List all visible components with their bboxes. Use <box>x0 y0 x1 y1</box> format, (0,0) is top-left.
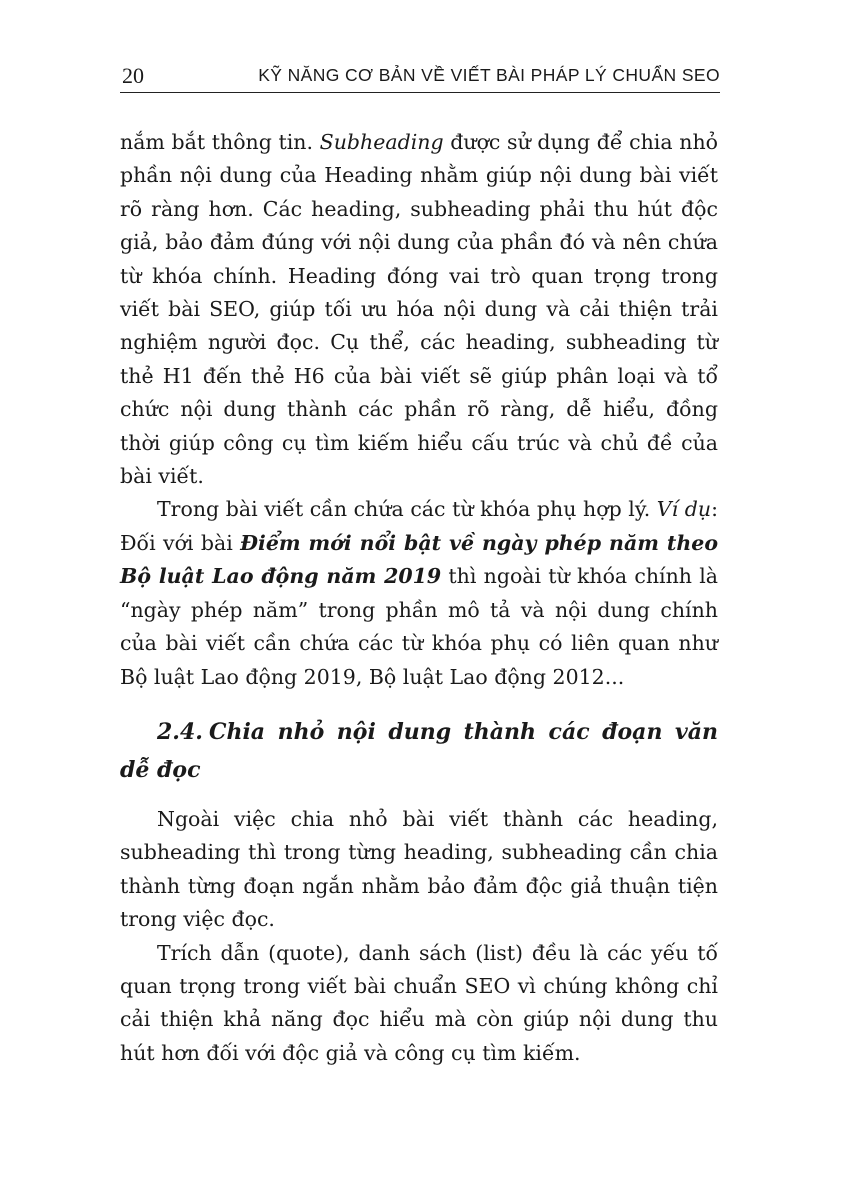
section-heading <box>120 713 718 789</box>
text-run: : Đối với bài <box>120 497 718 555</box>
italic-term: Ví dụ <box>656 497 712 522</box>
page-header <box>120 62 720 93</box>
paragraph: Trích dẫn (quote), danh sách (list) đều là các yếu tố quan trọng trong viết bài chuẩn SEO vì chúng không chỉ cải thiện khả năng đọc hiểu mà còn giúp nội dung thu hút hơn đối với độc giả và công cụ tìm kiếm. <box>120 940 718 1065</box>
text-run: thì ngoài từ khóa chính là “ngày phép năm” trong phần mô tả và nội dung chính của bài viết cần chứa các từ khóa phụ có liên quan như Bộ luật Lao động 2019, Bộ luật Lao động 2012... <box>120 564 718 689</box>
paragraph-continuation <box>120 126 718 493</box>
text-run: được sử dụng để chia nhỏ phần nội dung của Heading nhằm giúp nội dung bài viết rõ ràng hơn. Các heading, subheading phải thu hút độc giả, bảo đảm đúng với nội dung của phần đó và nên chứa từ khóa chính. Heading đóng vai trò quan trọng trong viết bài SEO, giúp tối ưu hóa nội dung và cải thiện trải nghiệm người đọc. Cụ thể, các heading, subheading từ thẻ H1 đến thẻ H6 của bài viết sẽ giúp phân loại và tổ chức nội dung thành các phần rõ ràng, dễ hiểu, đồng thời giúp công cụ tìm kiếm hiểu cấu trúc và chủ đề của bài viết. <box>120 130 718 489</box>
section-number: 2.4. <box>157 718 203 745</box>
body-text <box>120 126 718 1070</box>
article-title-reference: Điểm mới nổi bật về ngày phép năm theo Bộ luật Lao động năm 2019 <box>120 530 718 589</box>
paragraph: Ngoài việc chia nhỏ bài viết thành các heading, subheading thì trong từng heading, subheading cần chia thành từng đoạn ngắn nhằm bảo đảm độc giả thuận tiện trong việc đọc. <box>120 806 718 932</box>
paragraph-keywords <box>120 493 718 693</box>
page-number: 20 <box>122 63 144 88</box>
running-title: KỸ NĂNG CƠ BẢN VỀ VIẾT BÀI PHÁP LÝ CHUẨN SEO <box>258 65 720 85</box>
section-title: Chia nhỏ nội dung thành các đoạn văn dễ đọc <box>120 718 718 783</box>
italic-term: Subheading <box>319 130 444 154</box>
text-run: Trong bài viết cần chứa các từ khóa phụ hợp lý. <box>157 497 657 522</box>
text-run: nắm bắt thông tin. <box>120 130 320 154</box>
